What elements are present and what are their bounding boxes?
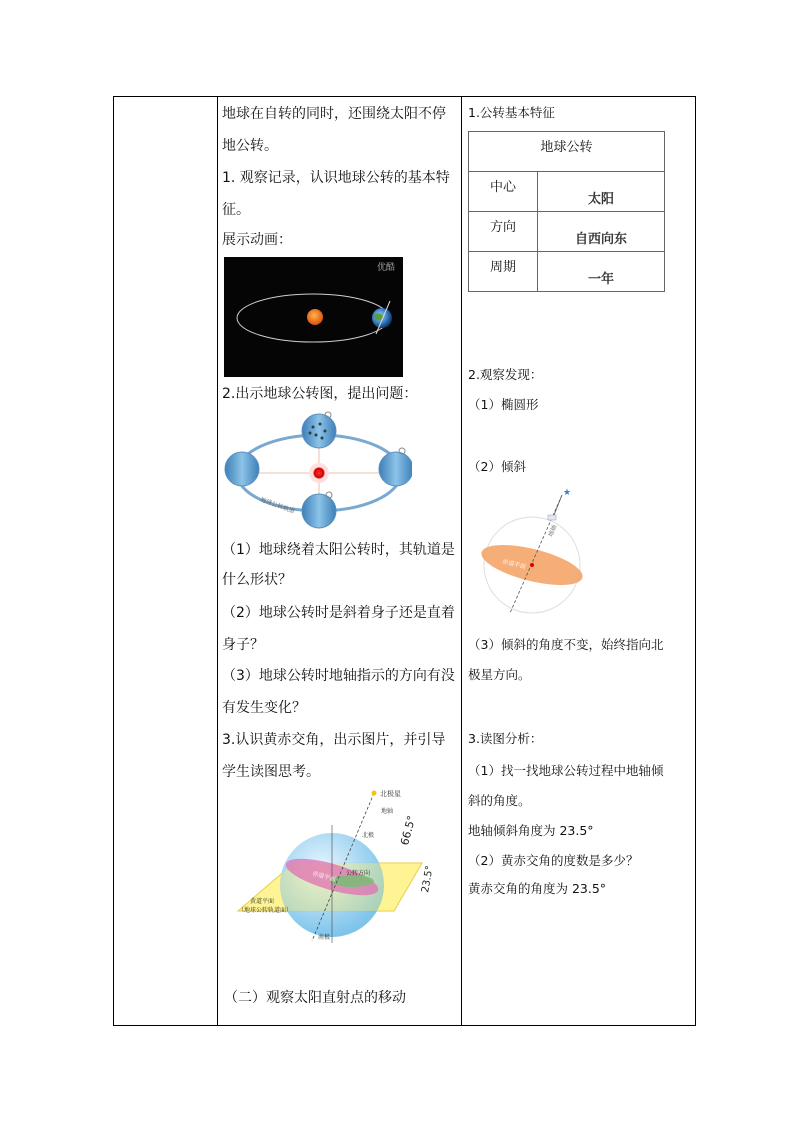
row-value: 太阳 [538, 172, 665, 212]
question-1-line: （1）地球绕着太阳公转时，其轨道是 [222, 542, 455, 558]
north-pole-label: 北极 [362, 832, 375, 839]
row-label: 方向 [469, 212, 538, 252]
row-value: 一年 [538, 252, 665, 292]
star-icon: ★ [563, 488, 572, 498]
obliquity-diagram [234, 785, 444, 945]
reading-q2: （2）黄赤交角的度数是多少？ [468, 853, 639, 868]
question-2-line: （2）地球公转时是斜着身子还是直着 [222, 605, 455, 621]
ecliptic-label: 黄道平面 [250, 898, 275, 905]
revolution-table [468, 131, 665, 292]
intro-line: 地公转。 [222, 138, 278, 154]
orbit-animation-icon [224, 257, 403, 377]
step-3-line: 学生读图思考。 [222, 764, 320, 780]
section-2-heading: （二）观察太阳直射点的移动 [224, 990, 406, 1006]
north-star-label: 北极星 [380, 790, 401, 798]
orbit-caption: 地球公转轨道 [259, 496, 296, 516]
earth-orbit-diagram [224, 411, 412, 535]
table-title: 地球公转 [469, 132, 665, 172]
observation-3-line: （3）倾斜的角度不变，始终指向北 [468, 637, 664, 652]
step-2-line: 2.出示地球公转图，提出问题： [222, 386, 418, 402]
feature-heading: 1.公转基本特征 [468, 105, 555, 120]
row-label: 周期 [469, 252, 538, 292]
column-divider [217, 97, 218, 1025]
reading-answer-2: 黄赤交角的角度为 23.5° [468, 881, 607, 896]
angle-66-label: 66.5° [398, 814, 419, 847]
show-animation-label: 展示动画： [222, 232, 292, 248]
step-1-line: 1. 观察记录，认识地球公转的基本特 [222, 170, 450, 186]
observation-2: （2）倾斜 [468, 459, 526, 474]
column-divider [461, 97, 462, 1025]
reading-heading: 3.读图分析： [468, 731, 543, 746]
video-watermark: 优酷 [376, 263, 395, 273]
observation-3-line: 极星方向。 [468, 667, 531, 682]
reading-q1-line: 斜的角度。 [468, 793, 531, 808]
observation-heading: 2.观察发现： [468, 367, 543, 382]
question-3-line: 有发生变化？ [222, 700, 306, 716]
step-1-line: 征。 [222, 202, 250, 218]
angle-23-label: 23.5° [420, 864, 436, 894]
ecliptic-note: （地球公转轨道面） [238, 907, 293, 914]
equator-plane-label: 赤道平面 [501, 558, 527, 571]
south-pole-label: 南极 [318, 934, 331, 941]
question-3-line: （3）地球公转时地轴指示的方向有没 [222, 668, 455, 684]
axis-label: 地轴 [381, 808, 394, 815]
row-label: 中心 [469, 172, 538, 212]
revolution-animation[interactable] [224, 257, 403, 377]
axis-label: 地轴 [547, 523, 559, 538]
intro-line: 地球在自转的同时，还围绕太阳不停 [222, 106, 446, 122]
step-3-line: 3.认识黄赤交角，出示图片，并引导 [222, 732, 446, 748]
question-1-line: 什么形状？ [222, 572, 292, 588]
revolution-direction-label: 公转方向 [346, 870, 371, 877]
row-value: 自西向东 [538, 212, 665, 252]
equator-plane-label: 赤道平面 [311, 870, 337, 884]
question-2-line: 身子？ [222, 637, 264, 653]
tilt-diagram [472, 485, 592, 615]
observation-1: （1）椭圆形 [468, 397, 539, 412]
lesson-table [113, 96, 696, 1026]
reading-q1-line: （1）找一找地球公转过程中地轴倾 [468, 763, 664, 778]
reading-answer-1: 地轴倾斜角度为 23.5° [468, 823, 594, 838]
